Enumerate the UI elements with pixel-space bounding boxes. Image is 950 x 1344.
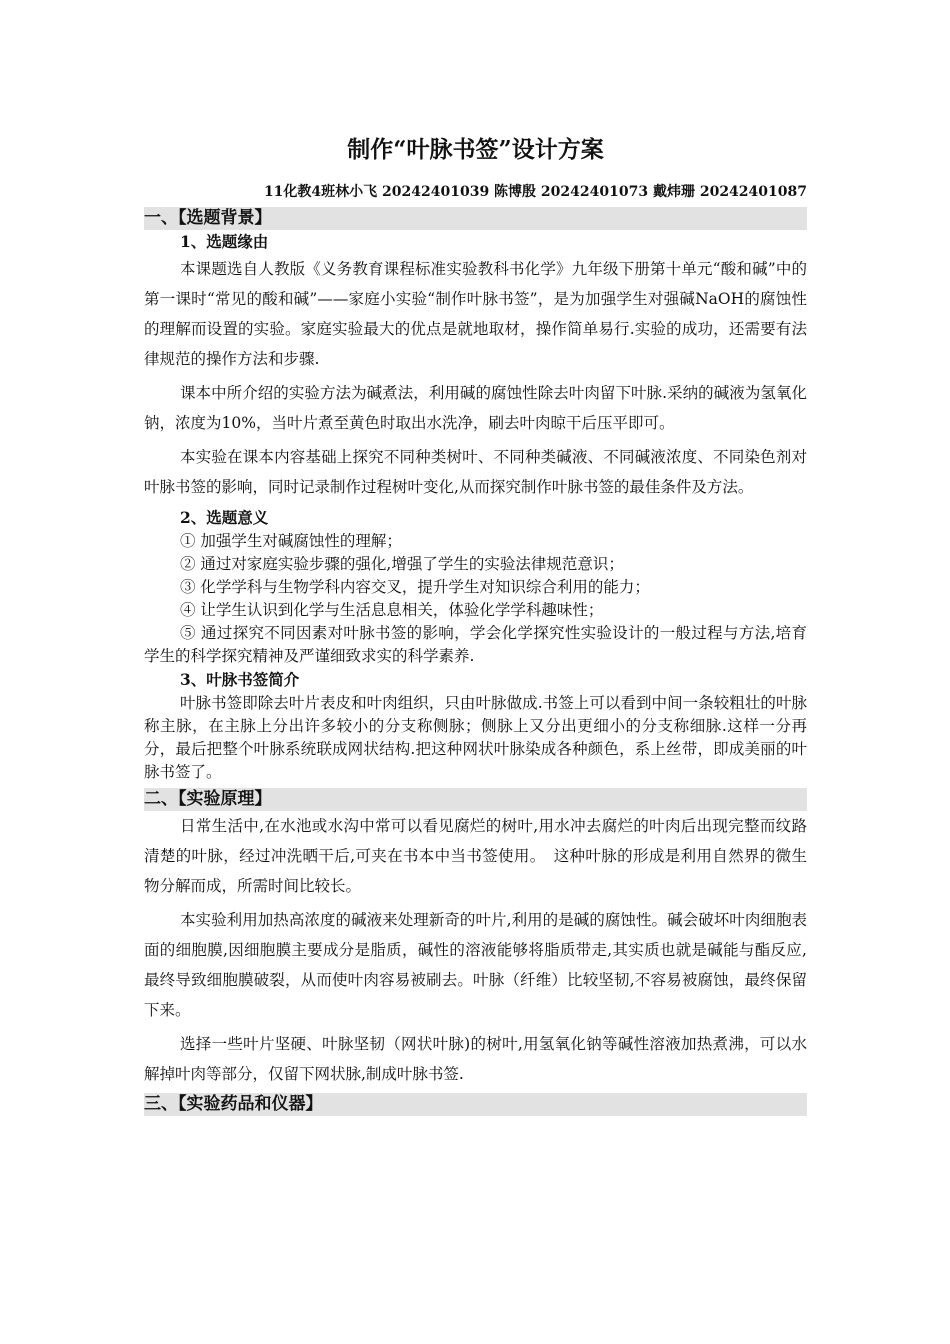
list-item: ① 加强学生对碱腐蚀性的理解； [180,532,402,550]
author-line: 11化教4班林小飞 20242401039 陈博殷 20242401073 戴炜珊 20242401087 [263,184,807,200]
subheading-bookmark-intro: 3、叶脉书签简介 [180,670,300,689]
paragraph: 叶脉书签即除去叶片表皮和叶肉组织，只由叶脉做成.书签上可以看到中间一条较粗壮的叶脉称主脉，在主脉上分出许多较小的分支称侧脉；侧脉上又分出更细小的分支称细脉.这样一分再分，最后把整个叶脉系统联成网状结构.把这种网状叶脉染成各种颜色，系上丝带，即成美丽的叶脉书签了。 [144,694,807,781]
document-title: 制作“叶脉书签”设计方案 [347,136,604,163]
paragraph: 日常生活中,在水池或水沟中常可以看见腐烂的树叶,用水冲去腐烂的叶肉后出现完整而纹路清楚的叶脉，经过冲洗晒干后,可夹在书本中当书签使用。 这种叶脉的形成是利用自然界的微生物分解而成，所需时间比较长。 [144,817,807,895]
section-heading-materials: 三、【实验药品和仪器】 [144,1093,807,1116]
paragraph: 选择一些叶片坚硬、叶脉坚韧（网状叶脉)的树叶,用氢氧化钠等碱性溶液加热煮沸，可以水解掉叶肉等部分，仅留下网状脉,制成叶脉书签. [144,1035,807,1083]
subheading-topic-significance: 2、选题意义 [180,508,269,527]
list-item: ⑤ 通过探究不同因素对叶脉书签的影响，学会化学探究性实验设计的一般过程与方法,培育学生的科学探究精神及严谨细致求实的科学素养. [144,624,807,665]
paragraph: 课本中所介绍的实验方法为碱煮法，利用碱的腐蚀性除去叶肉留下叶脉.采纳的碱液为氢氧化钠，浓度为10%，当叶片煮至黄色时取出水洗净，刷去叶肉晾干后压平即可。 [144,384,807,432]
list-item: ② 通过对家庭实验步骤的强化,增强了学生的实验法律规范意识； [180,555,624,573]
subheading-topic-origin: 1、选题缘由 [180,232,269,251]
list-item: ③ 化学学科与生物学科内容交叉，提升学生对知识综合利用的能力； [180,578,650,596]
section-heading-principle: 二、【实验原理】 [144,788,807,811]
section-heading-background: 一、【选题背景】 [144,207,807,230]
paragraph: 本课题选自人教版《义务教育课程标准实验教科书化学》九年级下册第十单元“酸和碱”中的第一课时“常见的酸和碱”——家庭小实验“制作叶脉书签”，是为加强学生对强碱NaOH的腐蚀性的理解而设置的实验。家庭实验最大的优点是就地取材，操作简单易行.实验的成功，还需要有法律规范的操作方法和步骤. [144,260,807,368]
document-body [144,128,807,1116]
paragraph: 本实验在课本内容基础上探究不同种类树叶、不同种类碱液、不同碱液浓度、不同染色剂对叶脉书签的影响，同时记录制作过程树叶变化,从而探究制作叶脉书签的最佳条件及方法。 [144,448,807,496]
list-item: ④ 让学生认识到化学与生活息息相关，体验化学学科趣味性； [180,601,604,619]
paragraph: 本实验利用加热高浓度的碱液来处理新奇的叶片,利用的是碱的腐蚀性。碱会破坏叶肉细胞表面的细胞膜,因细胞膜主要成分是脂质，碱性的溶液能够将脂质带走,其实质也就是碱能与酯反应,最终导致细胞膜破裂，从而使叶肉容易被刷去。叶脉（纤维）比较坚韧,不容易被腐蚀，最终保留下来。 [144,911,807,1019]
